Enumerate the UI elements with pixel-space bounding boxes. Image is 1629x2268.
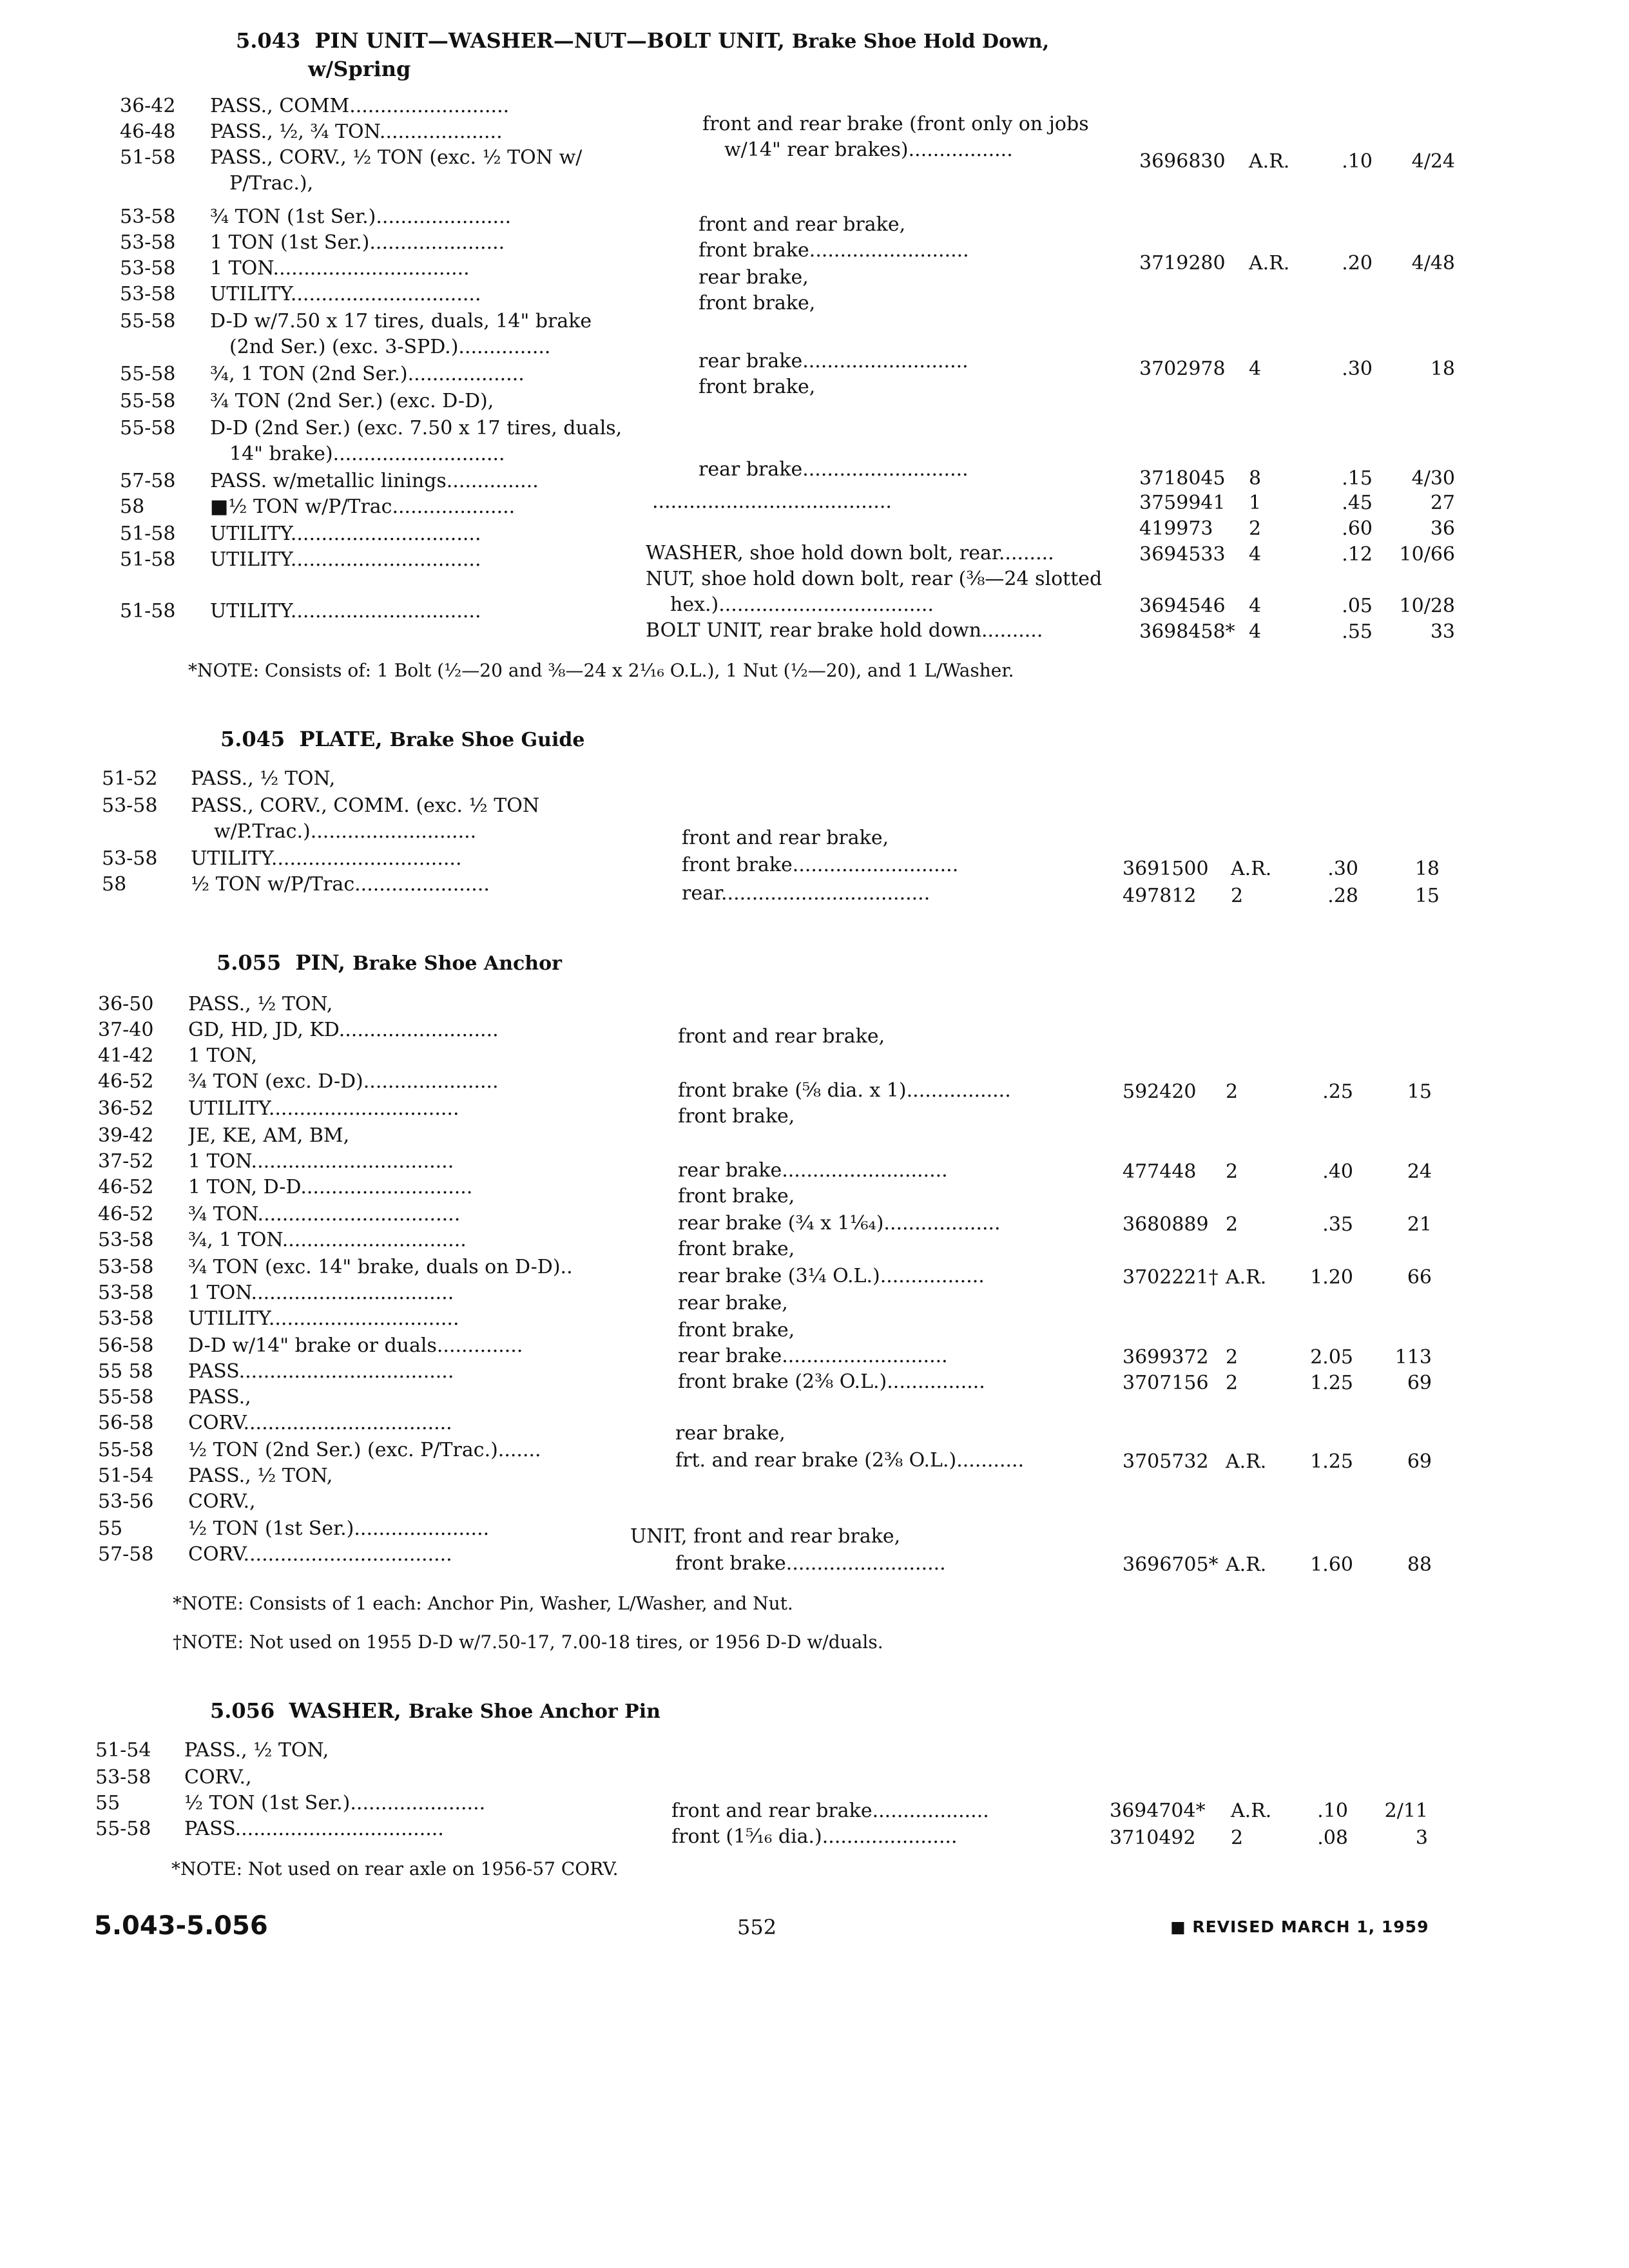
application-text: (2nd Ser.) (exc. 3-SPD.)............... — [229, 336, 551, 358]
weight: .45 — [1342, 492, 1373, 514]
quantity: 2 — [1226, 1346, 1239, 1369]
description-text: front and rear brake................... — [671, 1800, 989, 1822]
section-5056-note: *NOTE: Not used on rear axle on 1956-57 CORV. — [171, 1858, 619, 1879]
section-sub-title: Brake Shoe Anchor Pin — [408, 1700, 660, 1723]
application-text: PASS., CORV., COMM. (exc. ½ TON — [191, 794, 540, 817]
application-text: JE, KE, AM, BM, — [188, 1124, 350, 1147]
year-range: 55-58 — [120, 310, 176, 332]
application-text: PASS., CORV., ½ TON (exc. ½ TON w/ — [210, 146, 583, 169]
application-text: ■½ TON w/P/Trac.................... — [210, 495, 516, 518]
part-number: 497812 — [1123, 885, 1197, 907]
part-number: 477448 — [1123, 1160, 1197, 1183]
weight: .15 — [1342, 467, 1373, 490]
weight: .12 — [1342, 543, 1373, 566]
year-range: 51-58 — [120, 600, 176, 622]
section-5056-title — [210, 1698, 660, 1723]
package-quantity: 3 — [1415, 1827, 1428, 1849]
quantity: A.R. — [1226, 1450, 1267, 1473]
application-text: PASS., ½ TON, — [191, 767, 336, 790]
quantity: 4 — [1249, 620, 1262, 643]
weight: 2.05 — [1310, 1346, 1353, 1369]
package-quantity: 15 — [1407, 1081, 1432, 1103]
year-range: 51-58 — [120, 523, 176, 545]
section-5045-title — [220, 727, 584, 751]
application-text: ¾, 1 TON (2nd Ser.)................... — [210, 363, 525, 385]
description-text: ....................................... — [652, 490, 892, 513]
application-text: UTILITY............................... — [191, 847, 462, 870]
quantity: 8 — [1249, 467, 1262, 490]
description-text: front brake, — [678, 1238, 795, 1260]
quantity: 4 — [1249, 543, 1262, 566]
section-5055-title — [217, 950, 562, 975]
description-text: rear brake, — [675, 1422, 786, 1445]
application-text: UTILITY............................... — [210, 600, 481, 622]
year-range: 53-58 — [102, 794, 158, 817]
application-text: ½ TON w/P/Trac...................... — [191, 873, 490, 896]
application-text: PASS., ½ TON, — [184, 1739, 329, 1762]
application-text: PASS., ½, ¾ TON.................... — [210, 120, 503, 143]
year-range: 55 — [98, 1517, 123, 1540]
package-quantity: 113 — [1394, 1346, 1432, 1369]
section-number: 5.056 — [210, 1698, 275, 1723]
section-5055-note-1: *NOTE: Consists of 1 each: Anchor Pin, Washer, L/Washer, and Nut. — [173, 1593, 793, 1614]
year-range: 53-58 — [120, 206, 176, 228]
package-quantity: 24 — [1407, 1160, 1432, 1183]
revised-date: ■ REVISED MARCH 1, 1959 — [1170, 1917, 1429, 1936]
part-number: 3719280 — [1139, 252, 1226, 274]
weight: .05 — [1342, 595, 1373, 617]
application-text: ¾ TON (exc. D-D)...................... — [188, 1070, 499, 1093]
part-number: 3702221† — [1123, 1266, 1219, 1289]
year-range: 51-52 — [102, 767, 158, 790]
part-number: 3694546 — [1139, 595, 1226, 617]
quantity: 1 — [1249, 492, 1262, 514]
section-number: 5.055 — [217, 950, 282, 975]
part-number: 3702978 — [1139, 358, 1226, 380]
year-range: 53-58 — [102, 847, 158, 870]
package-quantity: 36 — [1430, 517, 1455, 540]
application-text: PASS................................... — [188, 1360, 454, 1383]
application-text: CORV., — [188, 1490, 256, 1513]
quantity: 2 — [1249, 517, 1262, 540]
application-text: PASS., COMM.......................... — [210, 95, 510, 117]
quantity: A.R. — [1249, 252, 1290, 274]
application-text: ¾ TON (exc. 14" brake, duals on D-D).. — [188, 1256, 573, 1278]
section-sub-title: Brake Shoe Hold Down, — [791, 30, 1050, 53]
quantity: 2 — [1226, 1213, 1239, 1236]
part-number: 3694533 — [1139, 543, 1226, 566]
application-text: P/Trac.), — [229, 172, 314, 195]
description-text: front and rear brake, — [699, 213, 906, 236]
quantity: A.R. — [1231, 1800, 1272, 1822]
application-text: ½ TON (1st Ser.)...................... — [184, 1792, 486, 1814]
description-text: rear brake (3¼ O.L.)................. — [678, 1265, 985, 1287]
part-number: 592420 — [1123, 1081, 1197, 1103]
weight: .35 — [1322, 1213, 1353, 1236]
quantity: 4 — [1249, 358, 1262, 380]
part-number: 3699372 — [1123, 1346, 1209, 1369]
section-number: 5.043 — [236, 28, 301, 53]
application-text: CORV.................................. — [188, 1412, 452, 1434]
year-range: 51-58 — [120, 146, 176, 169]
weight: .25 — [1322, 1081, 1353, 1103]
description-text: NUT, shoe hold down bolt, rear (⅜—24 slotted — [646, 568, 1103, 590]
year-range: 58 — [120, 495, 145, 518]
quantity: 2 — [1226, 1372, 1239, 1394]
package-quantity: 66 — [1407, 1266, 1432, 1289]
year-range: 55-58 — [95, 1818, 151, 1840]
description-text: rear brake, — [678, 1292, 788, 1314]
application-text: UTILITY............................... — [188, 1307, 459, 1330]
application-text: 1 TON (1st Ser.)...................... — [210, 231, 505, 254]
application-text: ¾ TON (2nd Ser.) (exc. D-D), — [210, 390, 494, 412]
description-text: front and rear brake, — [678, 1025, 885, 1048]
section-main-title: PIN UNIT—WASHER—NUT—BOLT UNIT, — [314, 28, 785, 53]
description-text: WASHER, shoe hold down bolt, rear......... — [646, 542, 1054, 564]
year-range: 55 58 — [98, 1360, 153, 1383]
section-number: 5.045 — [220, 727, 285, 751]
year-range: 36-42 — [120, 95, 176, 117]
section-main-title: WASHER, — [289, 1698, 401, 1723]
year-range: 41-42 — [98, 1044, 154, 1067]
section-sub-title: Brake Shoe Anchor — [352, 952, 562, 975]
section-5043-title-line2: w/Spring — [308, 57, 411, 81]
weight: .08 — [1317, 1827, 1348, 1849]
weight: .60 — [1342, 517, 1373, 540]
package-quantity: 69 — [1407, 1372, 1432, 1394]
application-text: ¾ TON (1st Ser.)...................... — [210, 206, 512, 228]
part-number: 3680889 — [1123, 1213, 1209, 1236]
package-quantity: 4/24 — [1411, 150, 1455, 173]
section-5043-title — [236, 28, 1049, 53]
year-range: 56-58 — [98, 1412, 154, 1434]
year-range: 37-52 — [98, 1150, 154, 1173]
year-range: 55 — [95, 1792, 120, 1814]
description-text: rear.................................. — [682, 882, 930, 905]
quantity: 2 — [1226, 1081, 1239, 1103]
year-range: 46-52 — [98, 1203, 154, 1225]
weight: 1.20 — [1310, 1266, 1353, 1289]
weight: 1.25 — [1310, 1450, 1353, 1473]
description-text: front brake (⅝ dia. x 1)................. — [678, 1079, 1011, 1102]
quantity: A.R. — [1231, 858, 1272, 880]
quantity: A.R. — [1249, 150, 1290, 173]
weight: 1.60 — [1310, 1553, 1353, 1576]
year-range: 39-42 — [98, 1124, 154, 1147]
year-range: 37-40 — [98, 1019, 154, 1041]
description-text: rear brake........................... — [678, 1345, 948, 1367]
part-number: 3696705* — [1123, 1553, 1219, 1576]
package-quantity: 21 — [1407, 1213, 1432, 1236]
year-range: 51-58 — [120, 548, 176, 571]
description-text: front and rear brake, — [682, 827, 889, 849]
section-5043-note: *NOTE: Consists of: 1 Bolt (½—20 and ⅜—24 x 2¹⁄₁₆ O.L.), 1 Nut (½—20), and 1 L/Washer. — [188, 660, 1014, 681]
year-range: 55-58 — [120, 363, 176, 385]
application-text: PASS., — [188, 1386, 251, 1408]
description-text: BOLT UNIT, rear brake hold down.......... — [646, 619, 1043, 642]
section-sub-title: Brake Shoe Guide — [389, 729, 585, 751]
package-quantity: 10/28 — [1399, 595, 1455, 617]
part-number: 3691500 — [1123, 858, 1209, 880]
year-range: 53-58 — [98, 1256, 154, 1278]
part-number: 3707156 — [1123, 1372, 1209, 1394]
quantity: 4 — [1249, 595, 1262, 617]
part-number: 3718045 — [1139, 467, 1226, 490]
year-range: 53-58 — [120, 231, 176, 254]
year-range: 46-52 — [98, 1176, 154, 1198]
application-text: D-D w/7.50 x 17 tires, duals, 14" brake — [210, 310, 592, 332]
weight: .55 — [1342, 620, 1373, 643]
application-text: D-D (2nd Ser.) (exc. 7.50 x 17 tires, duals, — [210, 417, 622, 439]
year-range: 58 — [102, 873, 127, 896]
year-range: 36-50 — [98, 993, 154, 1015]
year-range: 57-58 — [98, 1543, 154, 1566]
weight: .30 — [1327, 858, 1358, 880]
part-number: 3759941 — [1139, 492, 1226, 514]
package-quantity: 69 — [1407, 1450, 1432, 1473]
package-quantity: 4/30 — [1411, 467, 1455, 490]
part-number: 3694704* — [1110, 1800, 1206, 1822]
part-number: 3705732 — [1123, 1450, 1209, 1473]
description-text: rear brake, — [699, 266, 809, 289]
description-text: UNIT, front and rear brake, — [630, 1525, 901, 1548]
description-text: front brake.......................... — [675, 1552, 946, 1575]
weight: .10 — [1342, 150, 1373, 173]
application-text: 1 TON................................. — [188, 1150, 454, 1173]
weight: .28 — [1327, 885, 1358, 907]
application-text: CORV.................................. — [188, 1543, 452, 1566]
description-text: front brake, — [678, 1319, 795, 1341]
description-text: front brake (2⅜ O.L.)................ — [678, 1370, 985, 1393]
application-text: ¾, 1 TON.............................. — [188, 1229, 467, 1251]
description-text: front brake, — [699, 376, 816, 398]
application-text: 1 TON................................. — [188, 1282, 454, 1304]
year-range: 51-54 — [95, 1739, 151, 1762]
year-range: 53-58 — [98, 1282, 154, 1304]
package-quantity: 2/11 — [1384, 1800, 1428, 1822]
year-range: 53-56 — [98, 1490, 154, 1513]
part-number: 419973 — [1139, 517, 1213, 540]
description-text: front (1⁵⁄₁₆ dia.)...................... — [671, 1825, 958, 1848]
package-quantity: 88 — [1407, 1553, 1432, 1576]
weight: 1.25 — [1310, 1372, 1353, 1394]
package-quantity: 18 — [1430, 358, 1455, 380]
description-text: rear brake........................... — [699, 458, 969, 481]
year-range: 53-58 — [120, 283, 176, 305]
package-quantity: 15 — [1414, 885, 1440, 907]
application-text: 1 TON, — [188, 1044, 258, 1067]
weight: .10 — [1317, 1800, 1348, 1822]
description-text: rear brake........................... — [699, 350, 969, 372]
year-range: 51-54 — [98, 1465, 154, 1487]
section-main-title: PLATE, — [299, 727, 383, 751]
year-range: 53-58 — [95, 1766, 151, 1789]
application-text: w/P.Trac.)........................... — [214, 820, 477, 843]
package-quantity: 27 — [1430, 492, 1455, 514]
package-quantity: 33 — [1430, 620, 1455, 643]
year-range: 55-58 — [120, 390, 176, 412]
year-range: 53-58 — [98, 1307, 154, 1330]
year-range: 55-58 — [98, 1439, 154, 1461]
year-range: 46-48 — [120, 120, 176, 143]
description-text: w/14" rear brakes)................. — [724, 139, 1013, 161]
page-number: 552 — [737, 1915, 777, 1939]
application-text: 1 TON, D-D............................ — [188, 1176, 473, 1198]
quantity: 2 — [1231, 885, 1244, 907]
application-text: UTILITY............................... — [210, 283, 481, 305]
application-text: ¾ TON................................. — [188, 1203, 461, 1225]
application-text: PASS.................................. — [184, 1818, 444, 1840]
application-text: UTILITY............................... — [188, 1097, 459, 1120]
year-range: 57-58 — [120, 470, 176, 492]
application-text: UTILITY............................... — [210, 548, 481, 571]
part-number: 3710492 — [1110, 1827, 1196, 1849]
application-text: ½ TON (1st Ser.)...................... — [188, 1517, 490, 1540]
description-text: rear brake........................... — [678, 1159, 948, 1182]
application-text: UTILITY............................... — [210, 523, 481, 545]
year-range: 55-58 — [98, 1386, 154, 1408]
description-text: hex.)................................... — [670, 593, 934, 616]
application-text: GD, HD, JD, KD.......................... — [188, 1019, 499, 1041]
description-text: front brake, — [678, 1185, 795, 1207]
application-text: D-D w/14" brake or duals.............. — [188, 1334, 523, 1357]
description-text: front and rear brake (front only on jobs — [702, 113, 1089, 135]
part-number: 3696830 — [1139, 150, 1226, 173]
section-range: 5.043-5.056 — [94, 1911, 268, 1941]
year-range: 53-58 — [98, 1229, 154, 1251]
quantity: 2 — [1226, 1160, 1239, 1183]
part-number: 3698458* — [1139, 620, 1235, 643]
application-text: 14" brake)............................ — [229, 443, 505, 465]
year-range: 46-52 — [98, 1070, 154, 1093]
weight: .30 — [1342, 358, 1373, 380]
application-text: 1 TON................................ — [210, 257, 470, 280]
package-quantity: 18 — [1414, 858, 1440, 880]
year-range: 36-52 — [98, 1097, 154, 1120]
year-range: 55-58 — [120, 417, 176, 439]
weight: .20 — [1342, 252, 1373, 274]
quantity: A.R. — [1226, 1553, 1267, 1576]
application-text: PASS. w/metallic linings............... — [210, 470, 539, 492]
application-text: CORV., — [184, 1766, 252, 1789]
application-text: ½ TON (2nd Ser.) (exc. P/Trac.)....... — [188, 1439, 541, 1461]
description-text: front brake, — [678, 1105, 795, 1128]
quantity: A.R. — [1226, 1266, 1267, 1289]
package-quantity: 4/48 — [1411, 252, 1455, 274]
year-range: 56-58 — [98, 1334, 154, 1357]
year-range: 53-58 — [120, 257, 176, 280]
section-5055-note-2: †NOTE: Not used on 1955 D-D w/7.50-17, 7.00-18 tires, or 1956 D-D w/duals. — [173, 1631, 883, 1653]
description-text: rear brake (¾ x 1¹⁄₆₄)................... — [678, 1212, 1001, 1235]
description-text: front brake, — [699, 292, 816, 314]
weight: .40 — [1322, 1160, 1353, 1183]
application-text: PASS., ½ TON, — [188, 1465, 333, 1487]
package-quantity: 10/66 — [1399, 543, 1455, 566]
quantity: 2 — [1231, 1827, 1244, 1849]
application-text: PASS., ½ TON, — [188, 993, 333, 1015]
section-main-title: PIN, — [295, 950, 345, 975]
description-text: frt. and rear brake (2⅜ O.L.)........... — [675, 1449, 1025, 1472]
description-text: front brake.......................... — [699, 239, 969, 262]
description-text: front brake........................... — [682, 854, 959, 876]
